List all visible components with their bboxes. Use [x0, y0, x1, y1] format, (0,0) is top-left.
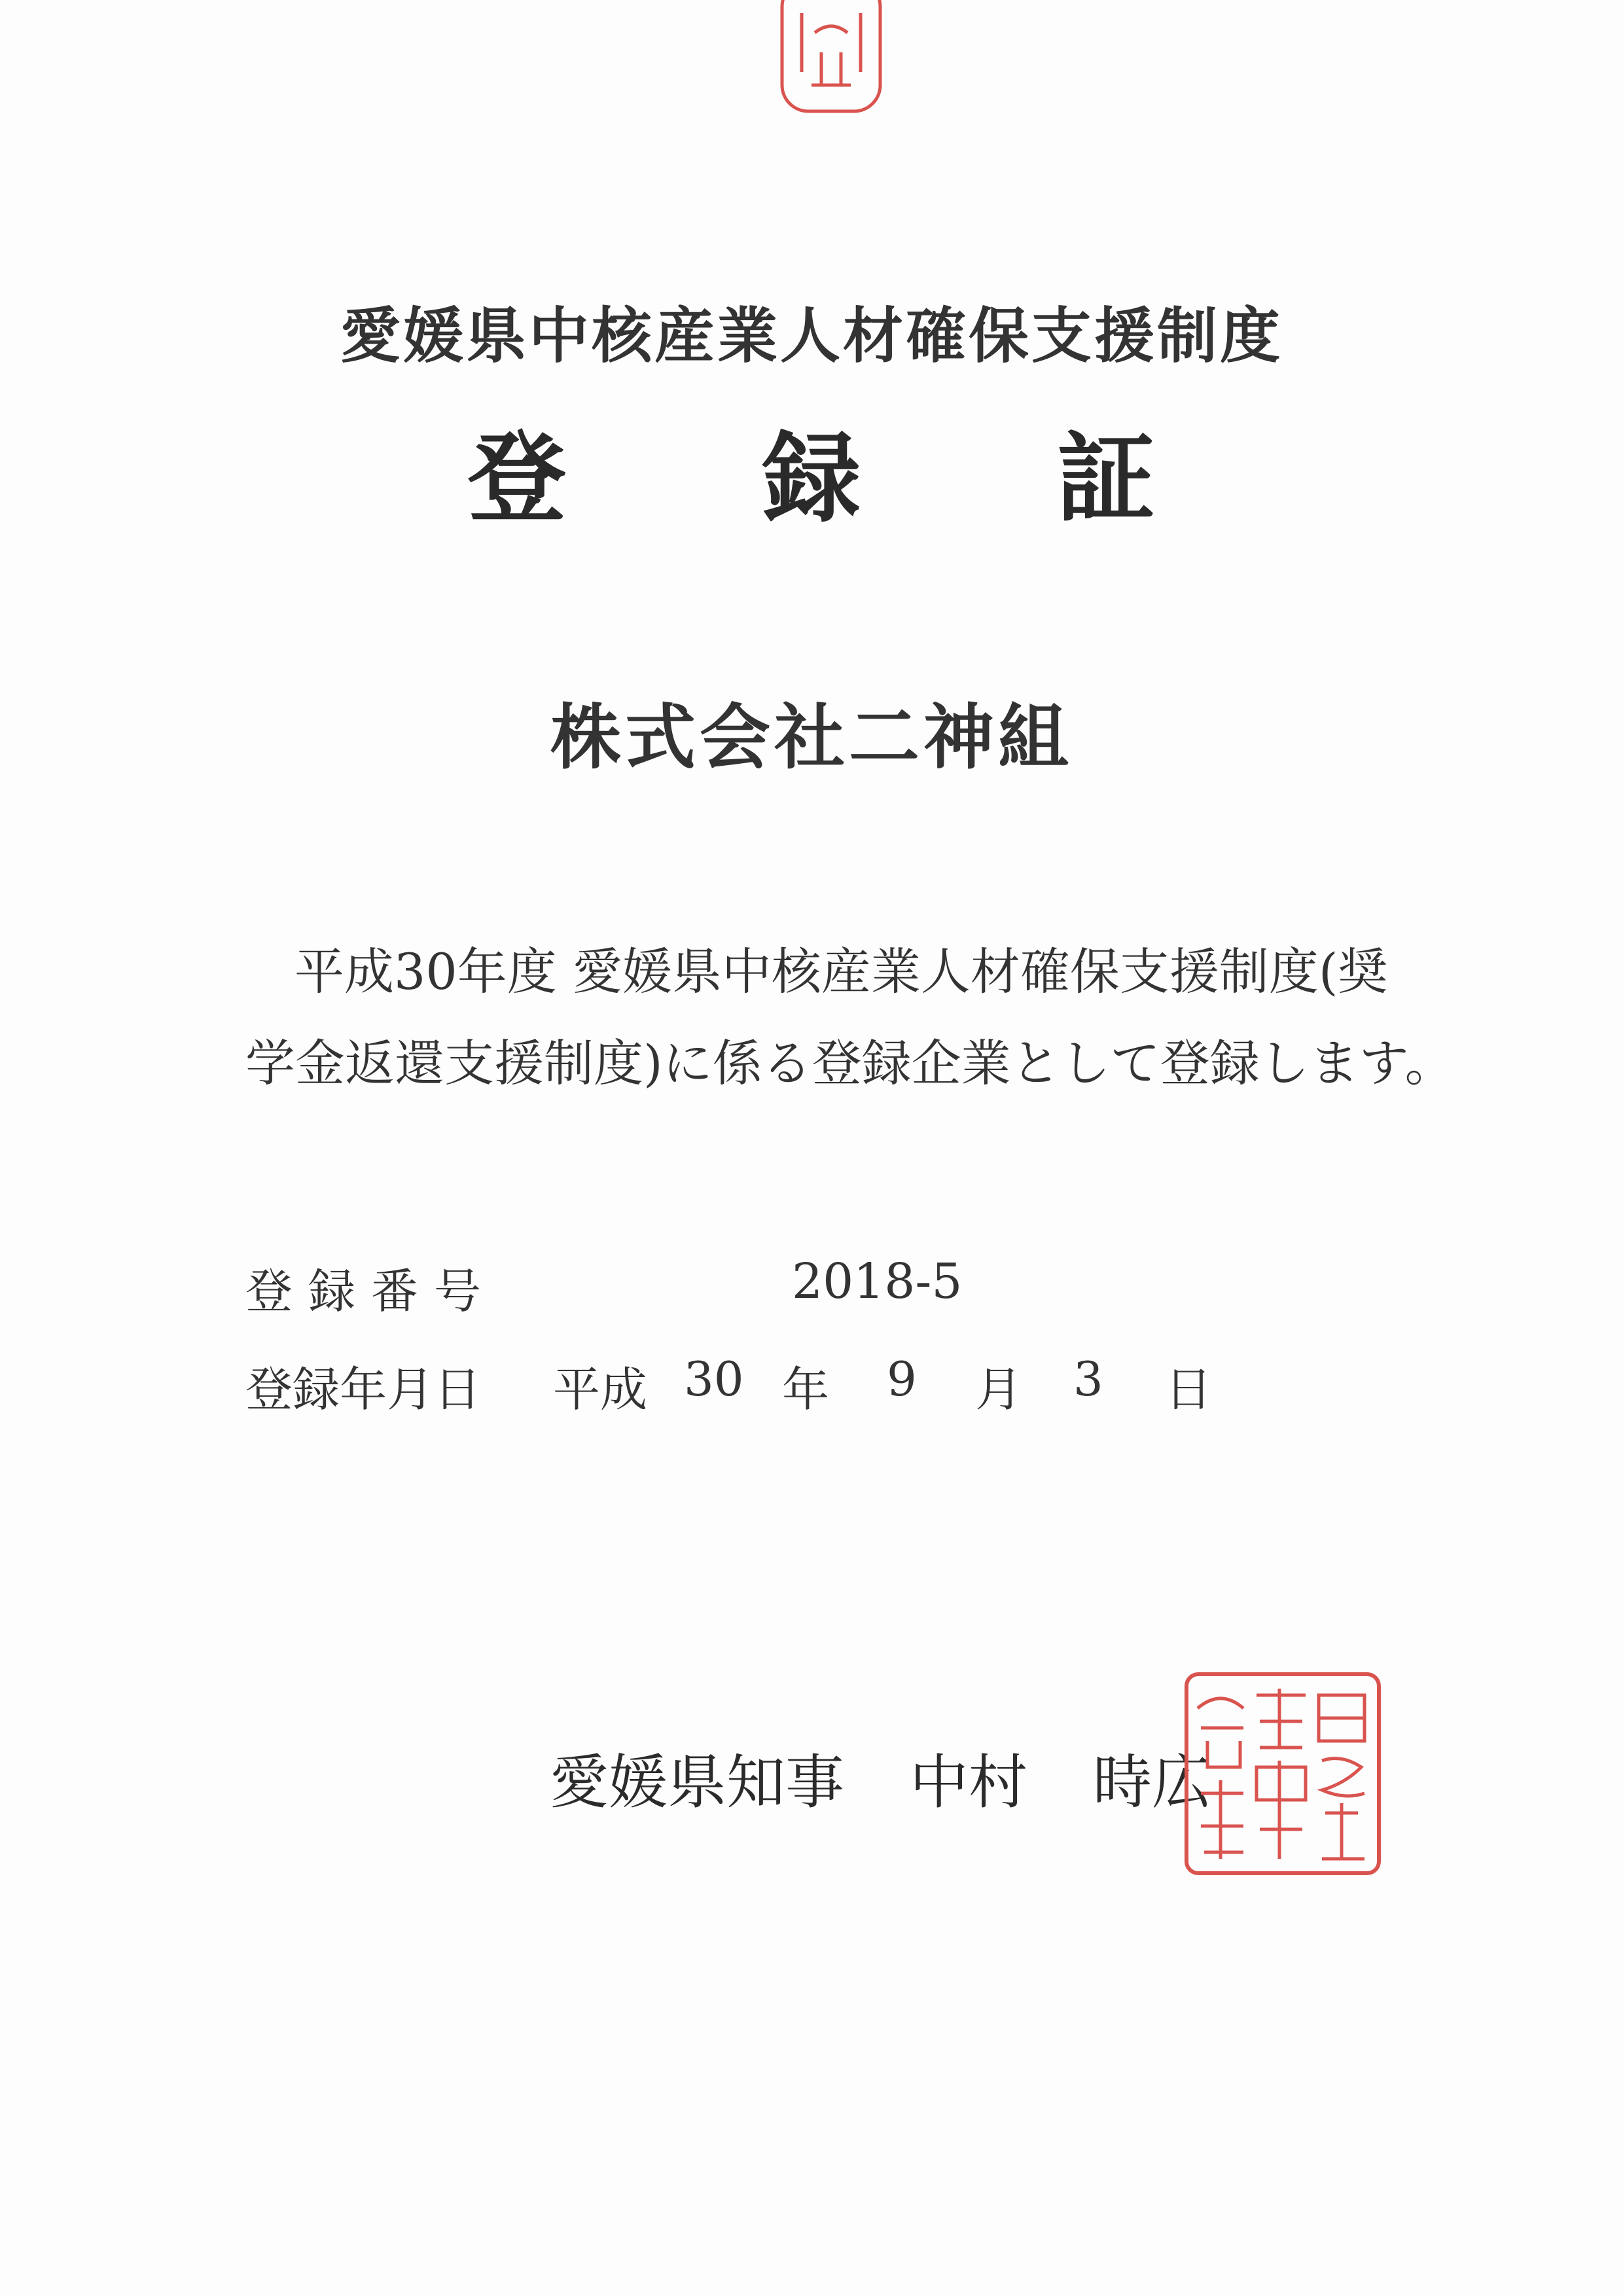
- program-title: 愛媛県中核産業人材確保支援制度: [340, 300, 1283, 371]
- date-month-unit: 月: [975, 1362, 1023, 1417]
- date-era: 平成: [553, 1362, 648, 1417]
- certificate-title: [0, 399, 1623, 541]
- registration-date-label: 登録年月日: [245, 1362, 482, 1417]
- registration-number-value: 2018-5: [792, 1253, 963, 1310]
- issuer-given-name: 時広: [1093, 1748, 1211, 1817]
- title-char-2: 録: [762, 421, 861, 536]
- date-year-unit: 年: [782, 1362, 830, 1417]
- date-year: 30: [684, 1352, 744, 1407]
- issuer-title: 愛媛県知事: [550, 1748, 844, 1817]
- body-line-2: 学金返還支援制度)に係る登録企業として登録します。: [245, 1034, 1455, 1092]
- title-char-3: 証: [1057, 421, 1156, 536]
- tally-seal-top: [776, 0, 887, 131]
- title-char-1: 登: [467, 421, 566, 536]
- issuer-signature: [550, 1734, 1211, 1820]
- date-day: 3: [1073, 1352, 1103, 1407]
- body-line-1: 平成30年度 愛媛県中核産業人材確保支援制度(奨: [294, 942, 1388, 1001]
- governor-seal: [1181, 1669, 1384, 1878]
- issuer-surname: 中村: [910, 1748, 1027, 1817]
- date-month: 9: [887, 1352, 917, 1407]
- certificate-body: [245, 926, 1463, 1109]
- registration-number-label: 登録番号: [245, 1264, 497, 1319]
- date-day-unit: 日: [1165, 1362, 1213, 1417]
- company-name: 株式会社二神組: [550, 696, 1073, 779]
